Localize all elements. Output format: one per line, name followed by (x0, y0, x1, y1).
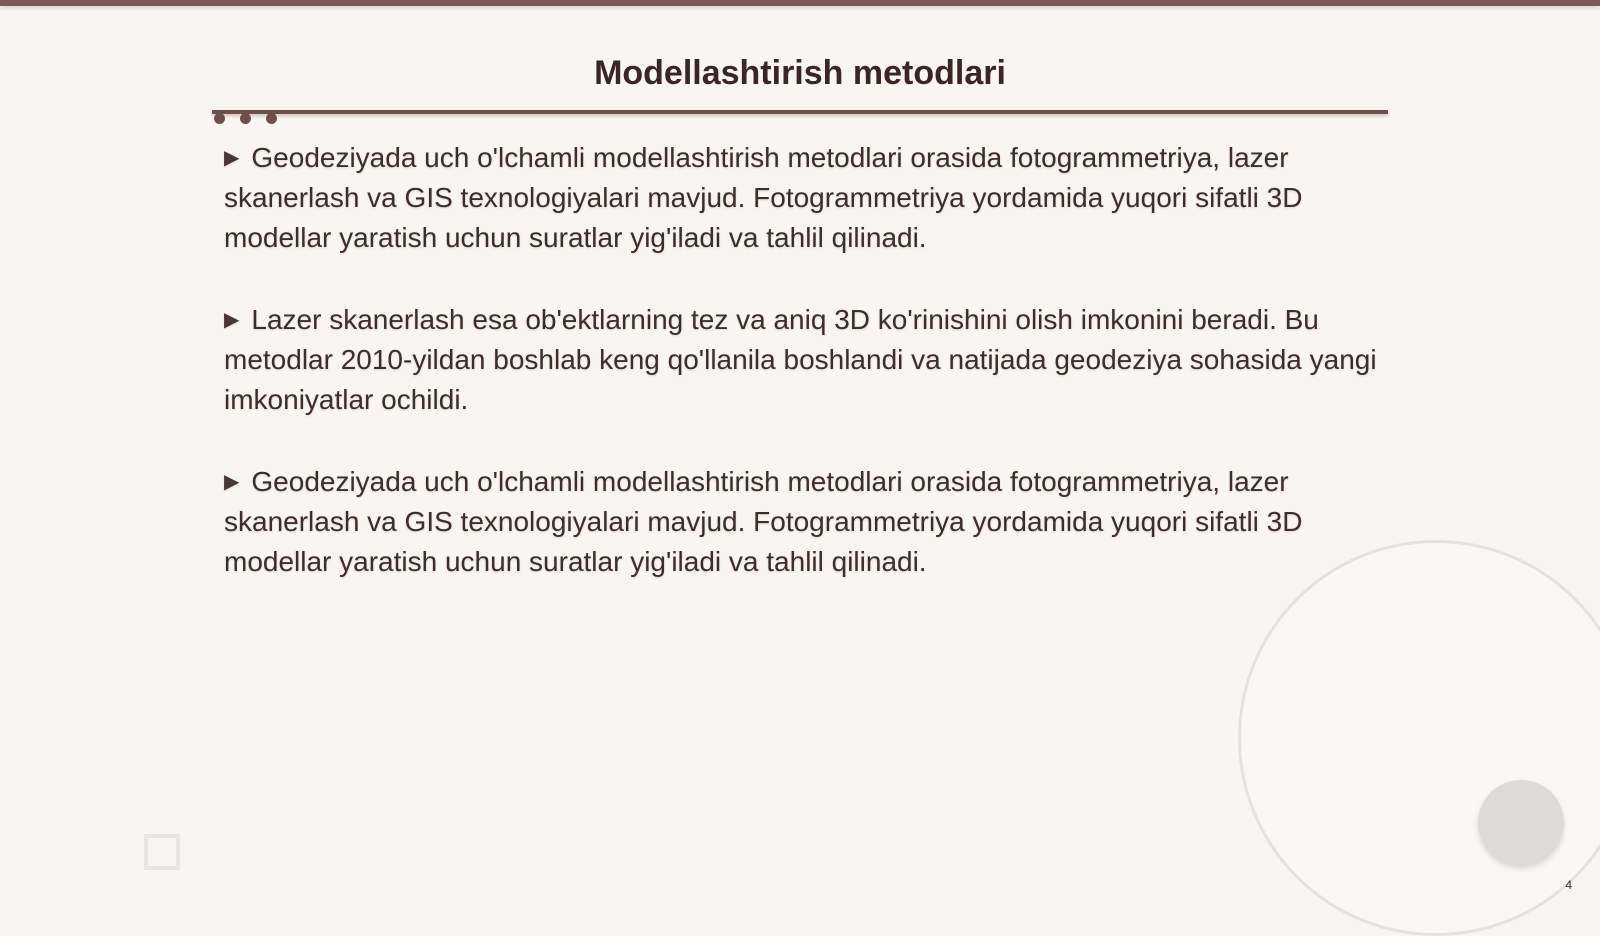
decorative-dot (214, 113, 225, 124)
slide-title: Modellashtirish metodlari (594, 54, 1006, 92)
decorative-dot (240, 113, 251, 124)
paragraph-text: Geodeziyada uch o'lchamli modellashtirish metodlari orasida fotogrammetriya, lazer skanerlash va GIS texnologiyalari mavjud. Fotogrammetriya yordamida yuqori sifatli 3D modellar yaratish uchun suratlar yig'iladi va tahlil qilinadi. (224, 142, 1303, 253)
title-underline (212, 110, 1388, 114)
slide-body (224, 138, 1384, 624)
paragraph-text: Geodeziyada uch o'lchamli modellashtirish metodlari orasida fotogrammetriya, lazer skanerlash va GIS texnologiyalari mavjud. Fotogrammetriya yordamida yuqori sifatli 3D modellar yaratish uchun suratlar yig'iladi va tahlil qilinadi. (224, 466, 1303, 577)
top-accent-bar (0, 0, 1600, 6)
bullet-paragraph (224, 462, 1384, 582)
decorative-square (144, 834, 180, 870)
decorative-dot (266, 113, 277, 124)
bullet-paragraph (224, 300, 1384, 420)
paragraph-text: Lazer skanerlash esa ob'ektlarning tez va aniq 3D ko'rinishini olish imkonini beradi. Bu metodlar 2010-yildan boshlab keng qo'llanila boshlandi va natijada geodeziya sohasida yangi imkoniyatlar ochildi. (224, 304, 1377, 415)
triangle-bullet-icon: ▶ (224, 309, 240, 331)
triangle-bullet-icon: ▶ (224, 147, 240, 169)
decorative-circle-small (1478, 780, 1564, 866)
triangle-bullet-icon: ▶ (224, 471, 240, 493)
page-number: 4 (1565, 878, 1572, 892)
bullet-paragraph (224, 138, 1384, 258)
